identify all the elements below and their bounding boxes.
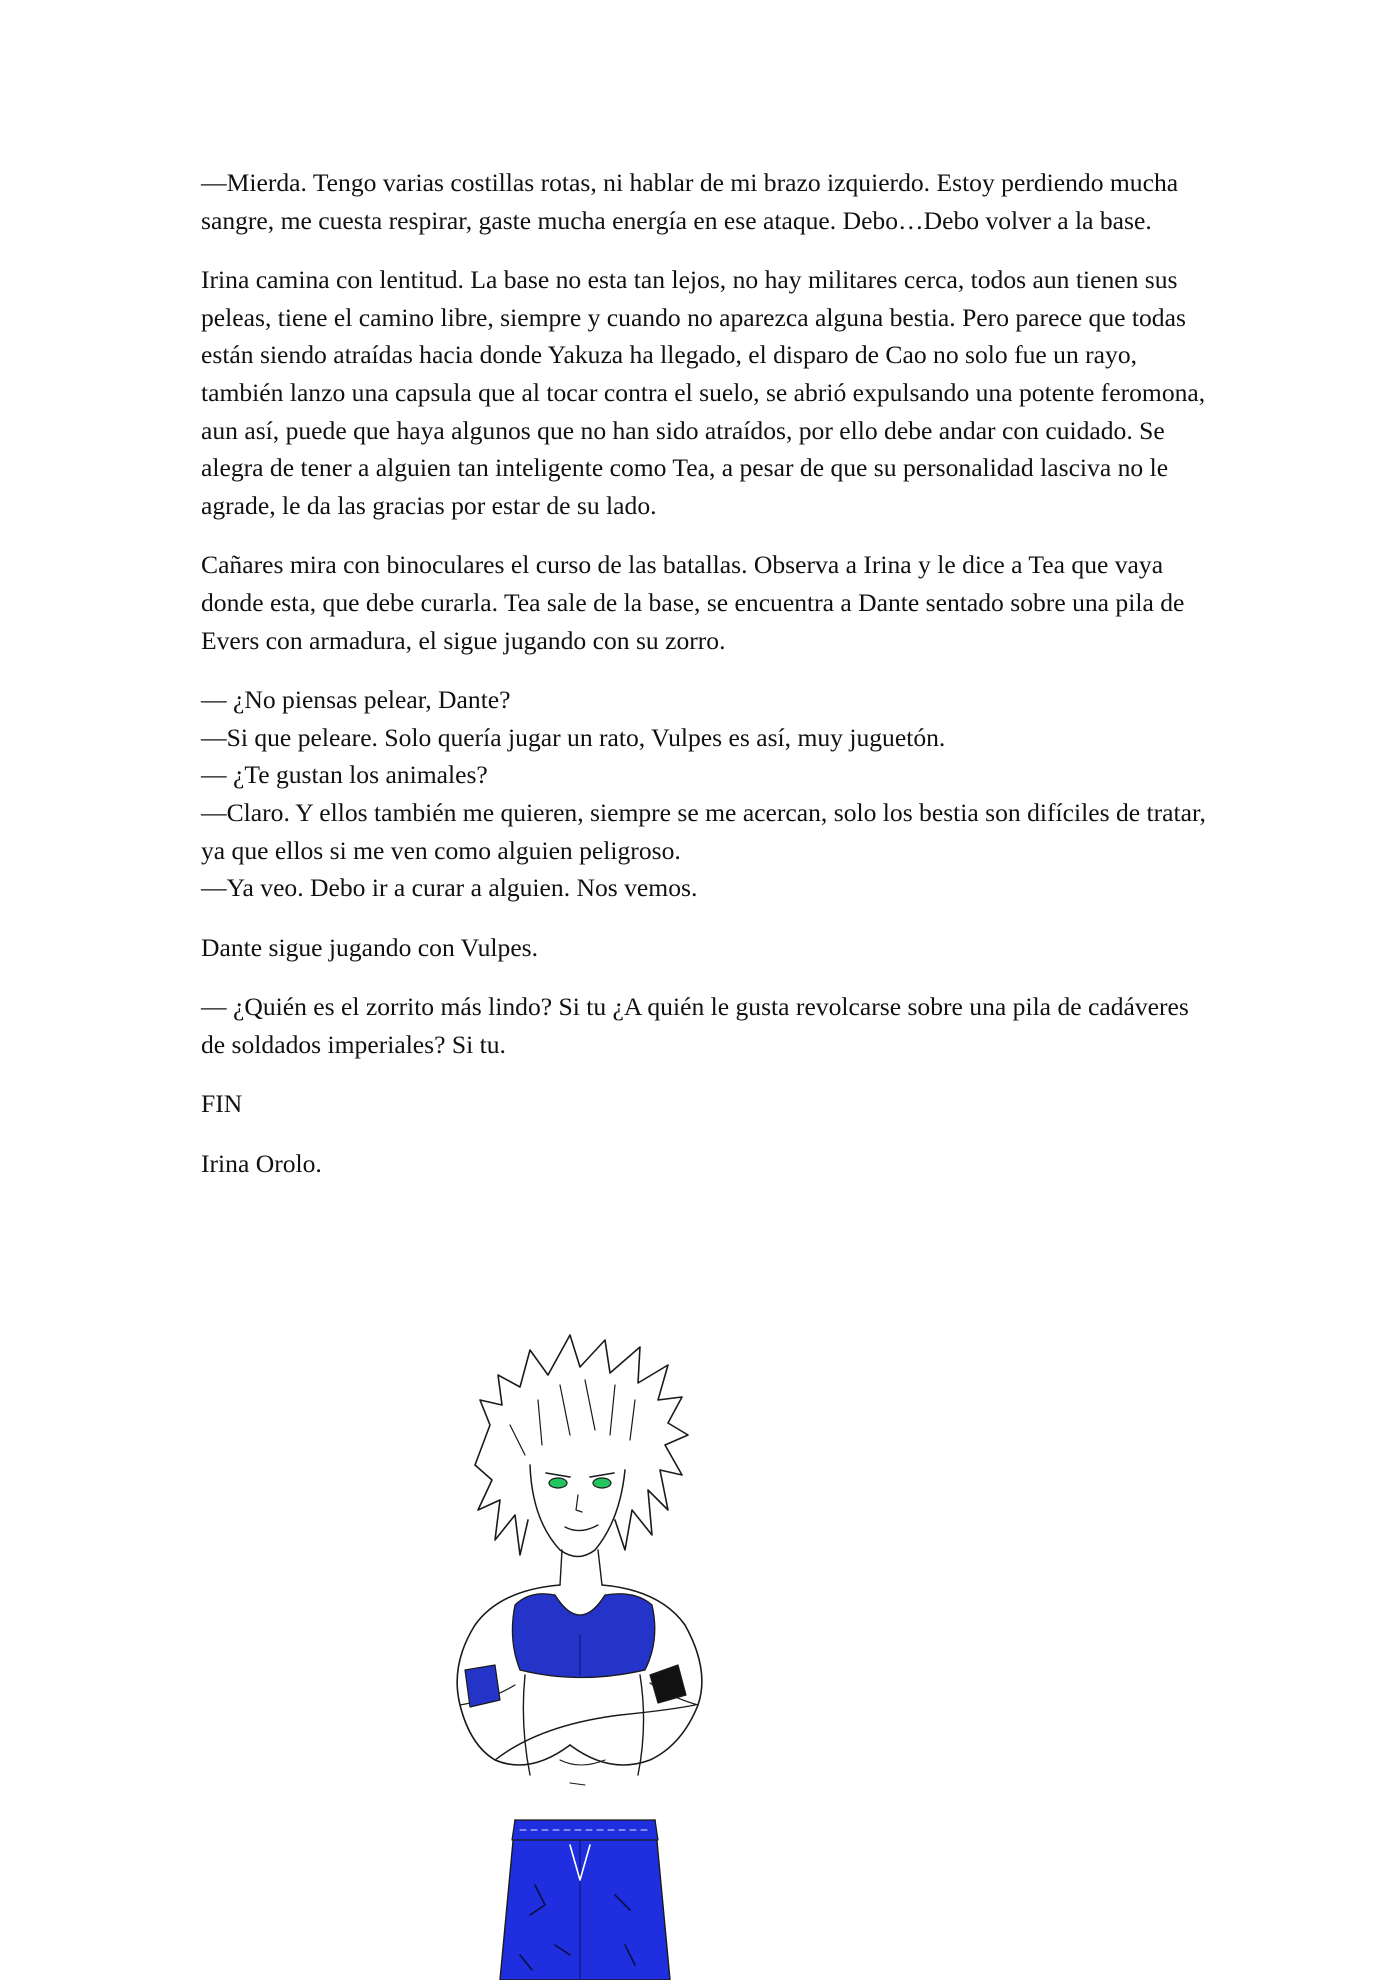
dialogue-line: —Claro. Y ellos también me quieren, siempre se me acercan, solo los bestia son difíciles de tratar, ya que ellos si me ven como alguien peligroso. (201, 797, 1206, 865)
eye-right (593, 1478, 611, 1488)
character-illustration (420, 1305, 820, 1980)
end-marker: FIN (201, 1089, 243, 1119)
eye-left (549, 1478, 567, 1488)
paragraph: Dante sigue jugando con Vulpes. (201, 932, 539, 962)
story-text (201, 164, 1206, 1205)
dialogue-line: — ¿Te gustan los animales? (201, 760, 488, 790)
wristband-right (650, 1665, 686, 1703)
hair (475, 1335, 688, 1550)
dialogue-line: —Ya veo. Debo ir a curar a alguien. Nos vemos. (201, 873, 698, 903)
paragraph: — ¿Quién es el zorrito más lindo? Si tu ¿A quién le gusta revolcarse sobre una pila de cadáveres de soldados imperiales? Si tu. (201, 992, 1189, 1059)
dialogue-block (201, 681, 1206, 907)
sports-top (512, 1594, 654, 1678)
wristband-left (465, 1665, 500, 1707)
dialogue-line: — ¿No piensas pelear, Dante? (201, 685, 511, 715)
paragraph: Irina camina con lentitud. La base no esta tan lejos, no hay militares cerca, todos aun tienen sus peleas, tiene el camino libre, siempre y cuando no aparezca alguna bestia. Pero parece que todas están siendo atraídas hacia donde Yakuza ha llegado, el disparo de Cao no solo fue un rayo, también lanzo una capsula que al tocar contra el suelo, se abrió expulsando una potente feromona, aun así, puede que haya algunos que no han sido atraídos, por ello debe andar con cuidado. Se alegra de tener a alguien tan inteligente como Tea, a pesar de que su personalidad lasciva no le agrade, le da las gracias por estar de su lado. (201, 265, 1206, 520)
author-signature: Irina Orolo. (201, 1149, 322, 1179)
dialogue-line: —Si que peleare. Solo quería jugar un rato, Vulpes es así, muy juguetón. (201, 722, 946, 752)
paragraph: —Mierda. Tengo varias costillas rotas, ni hablar de mi brazo izquierdo. Estoy perdiendo mucha sangre, me cuesta respirar, gaste mucha energía en ese ataque. Debo…Debo volver a la base. (201, 168, 1179, 235)
paragraph: Cañares mira con binoculares el curso de las batallas. Observa a Irina y le dice a Tea que vaya donde esta, que debe curarla. Tea sale de la base, se encuentra a Dante sentado sobre una pila de Evers con armadura, el sigue jugando con su zorro. (201, 550, 1185, 655)
pants (500, 1820, 670, 1980)
character-sketch (420, 1305, 820, 1980)
